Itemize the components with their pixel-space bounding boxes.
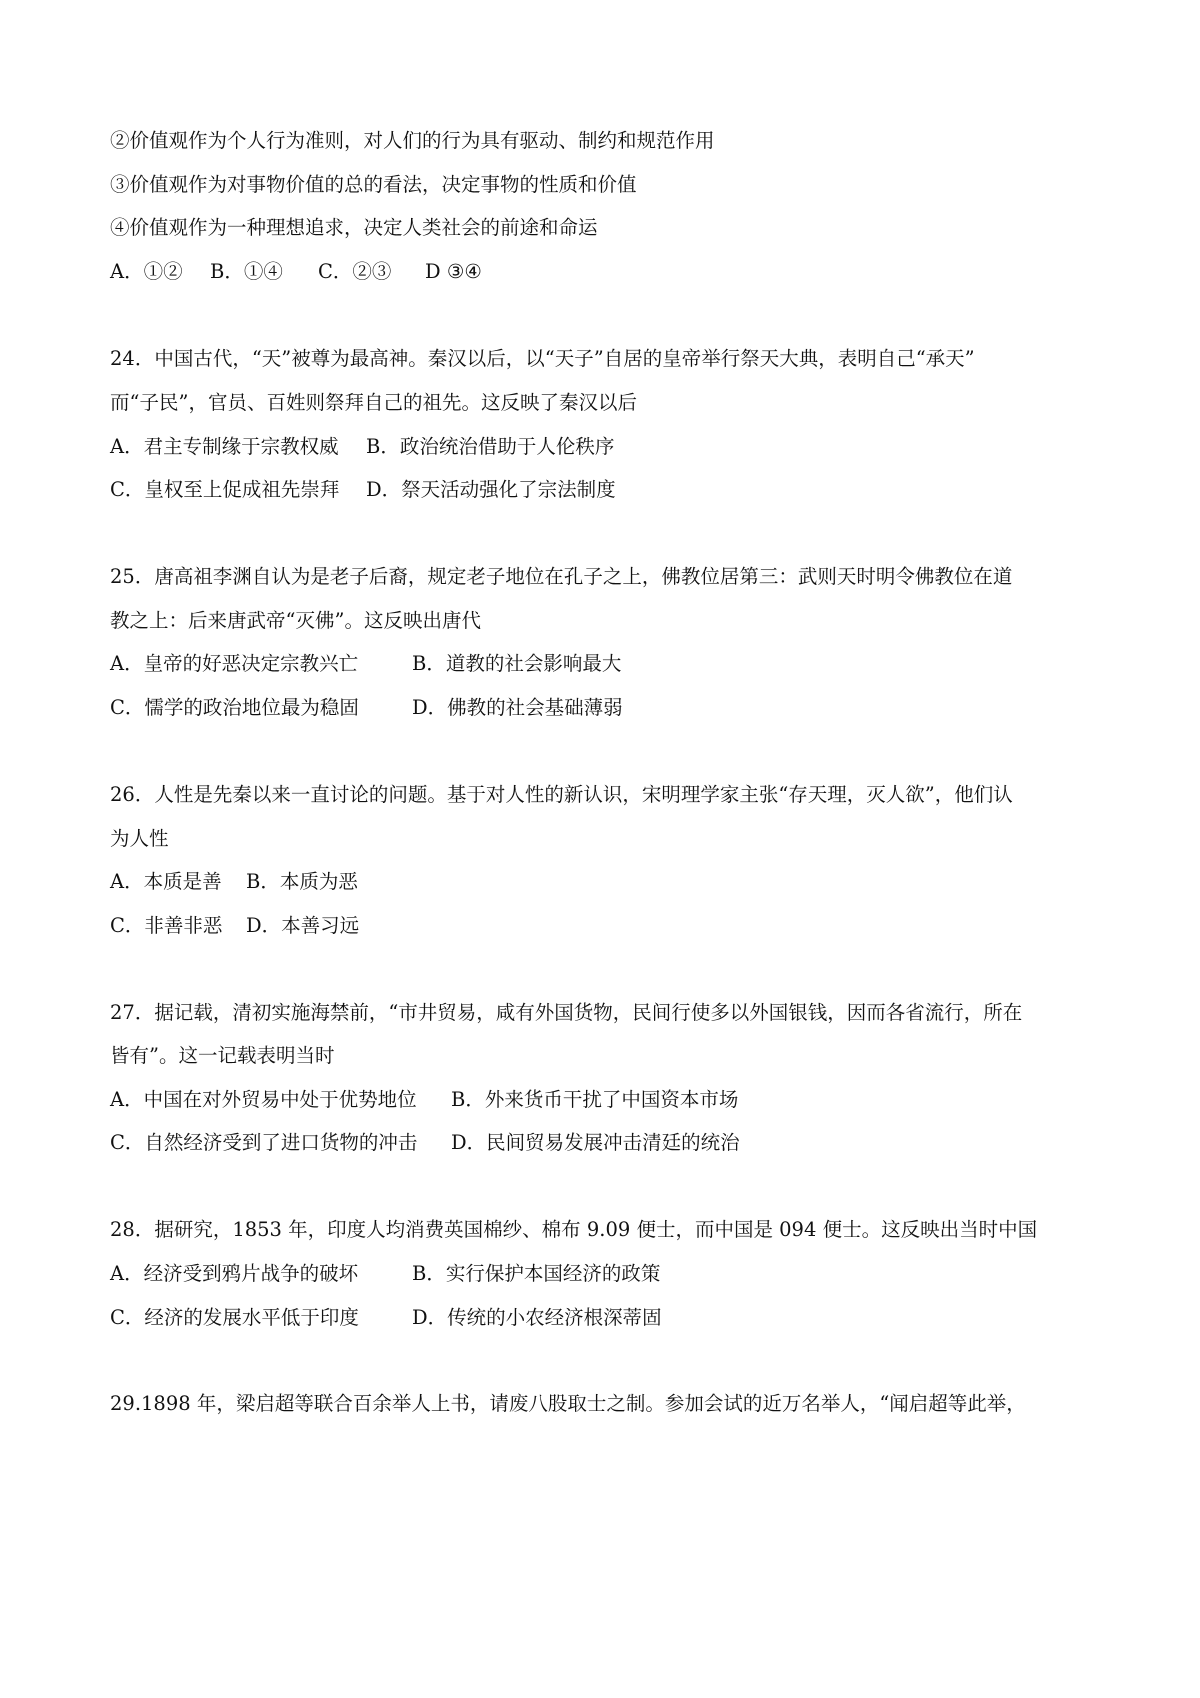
q24-stem-line-1: 24．中国古代，“天”被尊为最高神。秦汉以后，以“天子”自居的皇帝举行祭天大典，表明自己“承天” <box>110 347 975 370</box>
q23-statement-3: ③价值观作为对事物价值的总的看法，决定事物的性质和价值 <box>110 173 637 196</box>
q24-option-a: A．君主专制缘于宗教权威 <box>110 435 339 458</box>
q25-option-b: B．道教的社会影响最大 <box>412 652 622 675</box>
q28-option-d: D．传统的小农经济根深蒂固 <box>412 1306 662 1329</box>
q23-option-c: C．②③ <box>318 260 392 283</box>
q24-option-b: B．政治统治借助于人伦秩序 <box>366 435 615 458</box>
q23-option-d: D ③④ <box>425 260 482 283</box>
q25-stem-line-1: 25．唐高祖李渊自认为是老子后裔，规定老子地位在孔子之上，佛教位居第三：武则天时明令佛教位在道 <box>110 565 1013 588</box>
q26-option-d: D．本善习远 <box>246 914 360 937</box>
q26-option-a: A．本质是善 <box>110 870 222 893</box>
q24-option-c: C．皇权至上促成祖先崇拜 <box>110 478 340 501</box>
q26-stem-line-2: 为人性 <box>110 827 169 850</box>
q24-option-d: D．祭天活动强化了宗法制度 <box>366 478 616 501</box>
q26-option-b: B．本质为恶 <box>246 870 358 893</box>
q27-option-b: B．外来货币干扰了中国资本市场 <box>451 1088 739 1111</box>
q27-stem-line-1: 27．据记载，清初实施海禁前，“市井贸易，咸有外国货物，民间行使多以外国银钱，因而各省流行，所在 <box>110 1001 1023 1024</box>
q23-statement-4: ④价值观作为一种理想追求，决定人类社会的前途和命运 <box>110 216 598 239</box>
q26-option-c: C．非善非恶 <box>110 914 223 937</box>
q28-stem-line-1: 28．据研究，1853 年，印度人均消费英国棉纱、棉布 9.09 便士，而中国是 094 便士。这反映出当时中国 <box>110 1218 1038 1241</box>
q26-stem-line-1: 26．人性是先秦以来一直讨论的问题。基于对人性的新认识，宋明理学家主张“存天理，灭人欲”，他们认 <box>110 783 1013 806</box>
q23-option-a: A．①② <box>110 260 183 283</box>
q28-option-a: A．经济受到鸦片战争的破坏 <box>110 1262 359 1285</box>
q27-option-a: A．中国在对外贸易中处于优势地位 <box>110 1088 417 1111</box>
q27-option-d: D．民间贸易发展冲击清廷的统治 <box>451 1131 740 1154</box>
q29-stem-line-1: 29.1898 年，梁启超等联合百余举人上书，请废八股取士之制。参加会试的近万名举人，“闻启超等此举， <box>110 1392 1026 1415</box>
q27-option-c: C．自然经济受到了进口货物的冲击 <box>110 1131 418 1154</box>
q25-option-a: A．皇帝的好恶决定宗教兴亡 <box>110 652 359 675</box>
q27-stem-line-2: 皆有”。这一记载表明当时 <box>110 1044 335 1067</box>
q28-option-c: C．经济的发展水平低于印度 <box>110 1306 359 1329</box>
q25-stem-line-2: 教之上：后来唐武帝“灭佛”。这反映出唐代 <box>110 609 481 632</box>
q23-option-b: B．①④ <box>210 260 283 283</box>
q23-statement-2: ②价值观作为个人行为准则，对人们的行为具有驱动、制约和规范作用 <box>110 129 715 152</box>
q28-option-b: B．实行保护本国经济的政策 <box>412 1262 661 1285</box>
q24-stem-line-2: 而“子民”，官员、百姓则祭拜自己的祖先。这反映了秦汉以后 <box>110 391 637 414</box>
q25-option-d: D．佛教的社会基础薄弱 <box>412 696 623 719</box>
q25-option-c: C．懦学的政治地位最为稳固 <box>110 696 359 719</box>
